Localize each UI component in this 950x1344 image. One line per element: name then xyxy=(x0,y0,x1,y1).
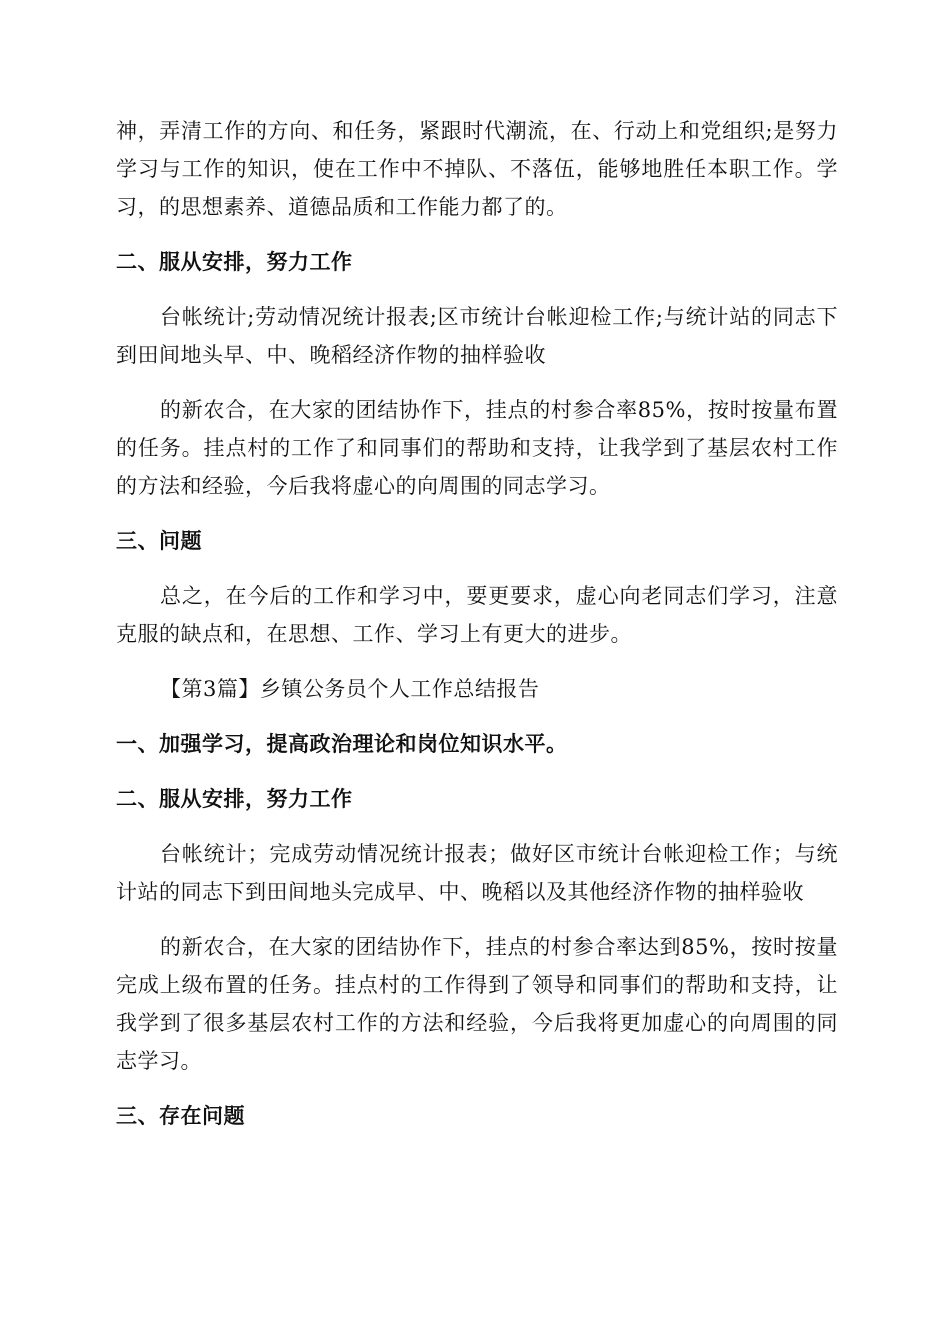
section-heading-obey-arrangement-2: 二、服从安排，努力工作 xyxy=(116,786,353,811)
paragraph-new-rural-coop-2: 的新农合，在大家的团结协作下，挂点的村参合率达到85%，按时按量完成上级布置的任务。挂点村的工作得到了领导和同事们的帮助和支持，让我学到了很多基层农村工作的方法和经验，今后我将更加虚心的向周围的同志学习。 xyxy=(116,935,838,1073)
paragraph-statistics: 台帐统计;劳动情况统计报表;区市统计台帐迎检工作;与统计站的同志下到田间地头早、中、晚稻经济作物的抽样验收 xyxy=(116,305,838,367)
section-heading-existing-problems: 三、存在问题 xyxy=(116,1103,245,1128)
article-title: 【第3篇】乡镇公务员个人工作总结报告 xyxy=(160,677,540,701)
section-heading-obey-arrangement: 二、服从安排，努力工作 xyxy=(116,249,353,274)
section-heading-strengthen-study: 一、加强学习，提高政治理论和岗位知识水平。 xyxy=(116,731,568,756)
section-heading-problems: 三、问题 xyxy=(116,528,202,553)
paragraph-conclusion: 总之，在今后的工作和学习中，要更要求，虚心向老同志们学习，注意克服的缺点和，在思想、工作、学习上有更大的进步。 xyxy=(116,584,838,646)
paragraph-new-rural-coop: 的新农合，在大家的团结协作下，挂点的村参合率85%，按时按量布置的任务。挂点村的工作了和同事们的帮助和支持，让我学到了基层农村工作的方法和经验，今后我将虚心的向周围的同志学习。 xyxy=(116,398,838,498)
paragraph-statistics-2: 台帐统计；完成劳动情况统计报表；做好区市统计台帐迎检工作；与统计站的同志下到田间地头完成早、中、晚稻以及其他经济作物的抽样验收 xyxy=(116,842,838,904)
document-page xyxy=(116,112,838,1152)
paragraph-continuation: 神，弄清工作的方向、和任务，紧跟时代潮流，在、行动上和党组织;是努力学习与工作的知识，使在工作中不掉队、不落伍，能够地胜任本职工作。学习，的思想素养、道德品质和工作能力都了的。 xyxy=(116,119,838,219)
